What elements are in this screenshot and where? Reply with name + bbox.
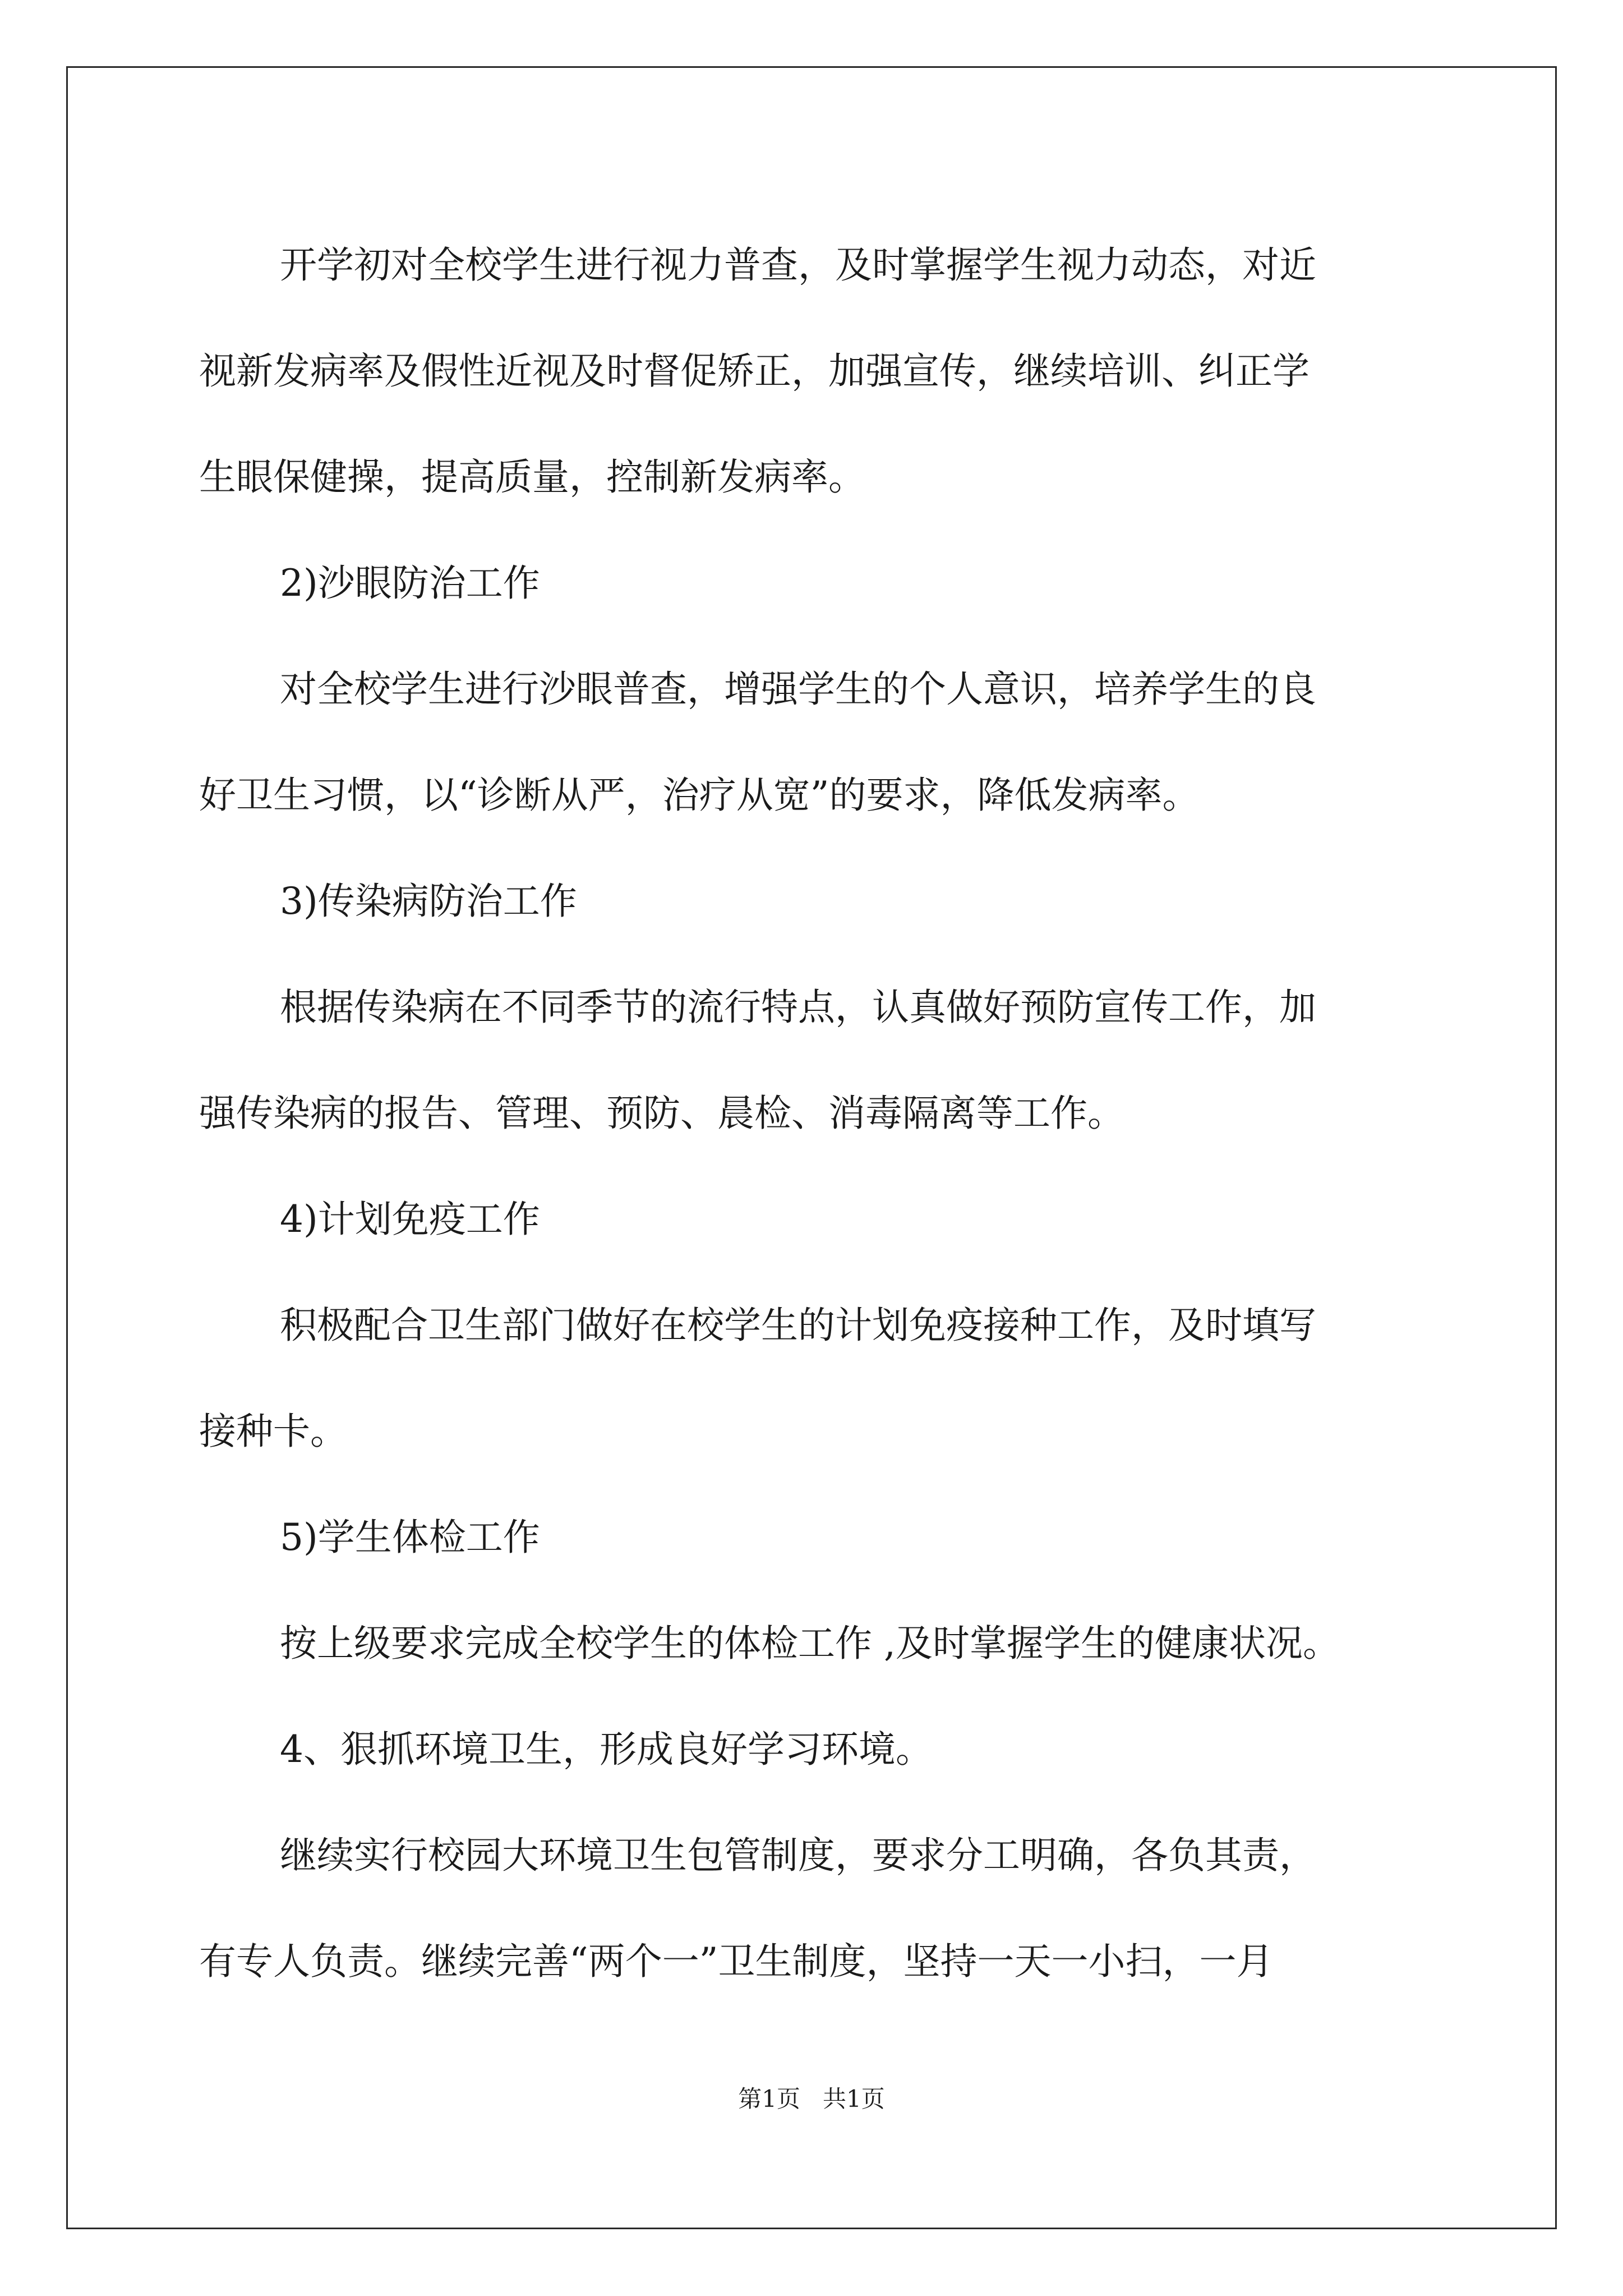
paragraph-line: 根据传染病在不同季节的流行特点，认真做好预防宣传工作，加 — [280, 986, 1316, 1029]
document-body — [199, 212, 1438, 2014]
section-heading: 2)沙眼防治工作 — [280, 562, 540, 605]
section-heading: 3)传染病防治工作 — [280, 880, 577, 923]
paragraph-line: 视新发病率及假性近视及时督促矫正，加强宣传，继续培训、纠正学 — [199, 349, 1310, 393]
paragraph-line: 生眼保健操，提高质量，控制新发病率。 — [199, 455, 865, 499]
paragraph-line: 按上级要求完成全校学生的体检工作 ,及时掌握学生的健康状况。 — [280, 1622, 1340, 1665]
section-heading: 5)学生体检工作 — [280, 1516, 540, 1559]
section-heading: 4)计划免疫工作 — [280, 1198, 540, 1241]
page-number-footer: 第1页 共1页 — [738, 2085, 885, 2113]
paragraph-line: 接种卡。 — [199, 1410, 347, 1453]
paragraph-line: 积极配合卫生部门做好在校学生的计划免疫接种工作，及时填写 — [280, 1304, 1316, 1347]
paragraph-line: 对全校学生进行沙眼普查，增强学生的个人意识，培养学生的良 — [280, 668, 1316, 711]
paragraph-line: 继续实行校园大环境卫生包管制度，要求分工明确，各负其责， — [280, 1834, 1316, 1877]
paragraph-line: 有专人负责。继续完善“两个一”卫生制度，坚持一天一小扫，一月 — [199, 1940, 1274, 1983]
paragraph-line: 好卫生习惯，以“诊断从严，治疗从宽”的要求，降低发病率。 — [199, 774, 1200, 817]
paragraph-line: 开学初对全校学生进行视力普查，及时掌握学生视力动态，对近 — [280, 243, 1316, 287]
section-heading: 4、狠抓环境卫生，形成良好学习环境。 — [280, 1728, 933, 1771]
paragraph-line: 强传染病的报告、管理、预防、晨检、消毒隔离等工作。 — [199, 1092, 1124, 1135]
